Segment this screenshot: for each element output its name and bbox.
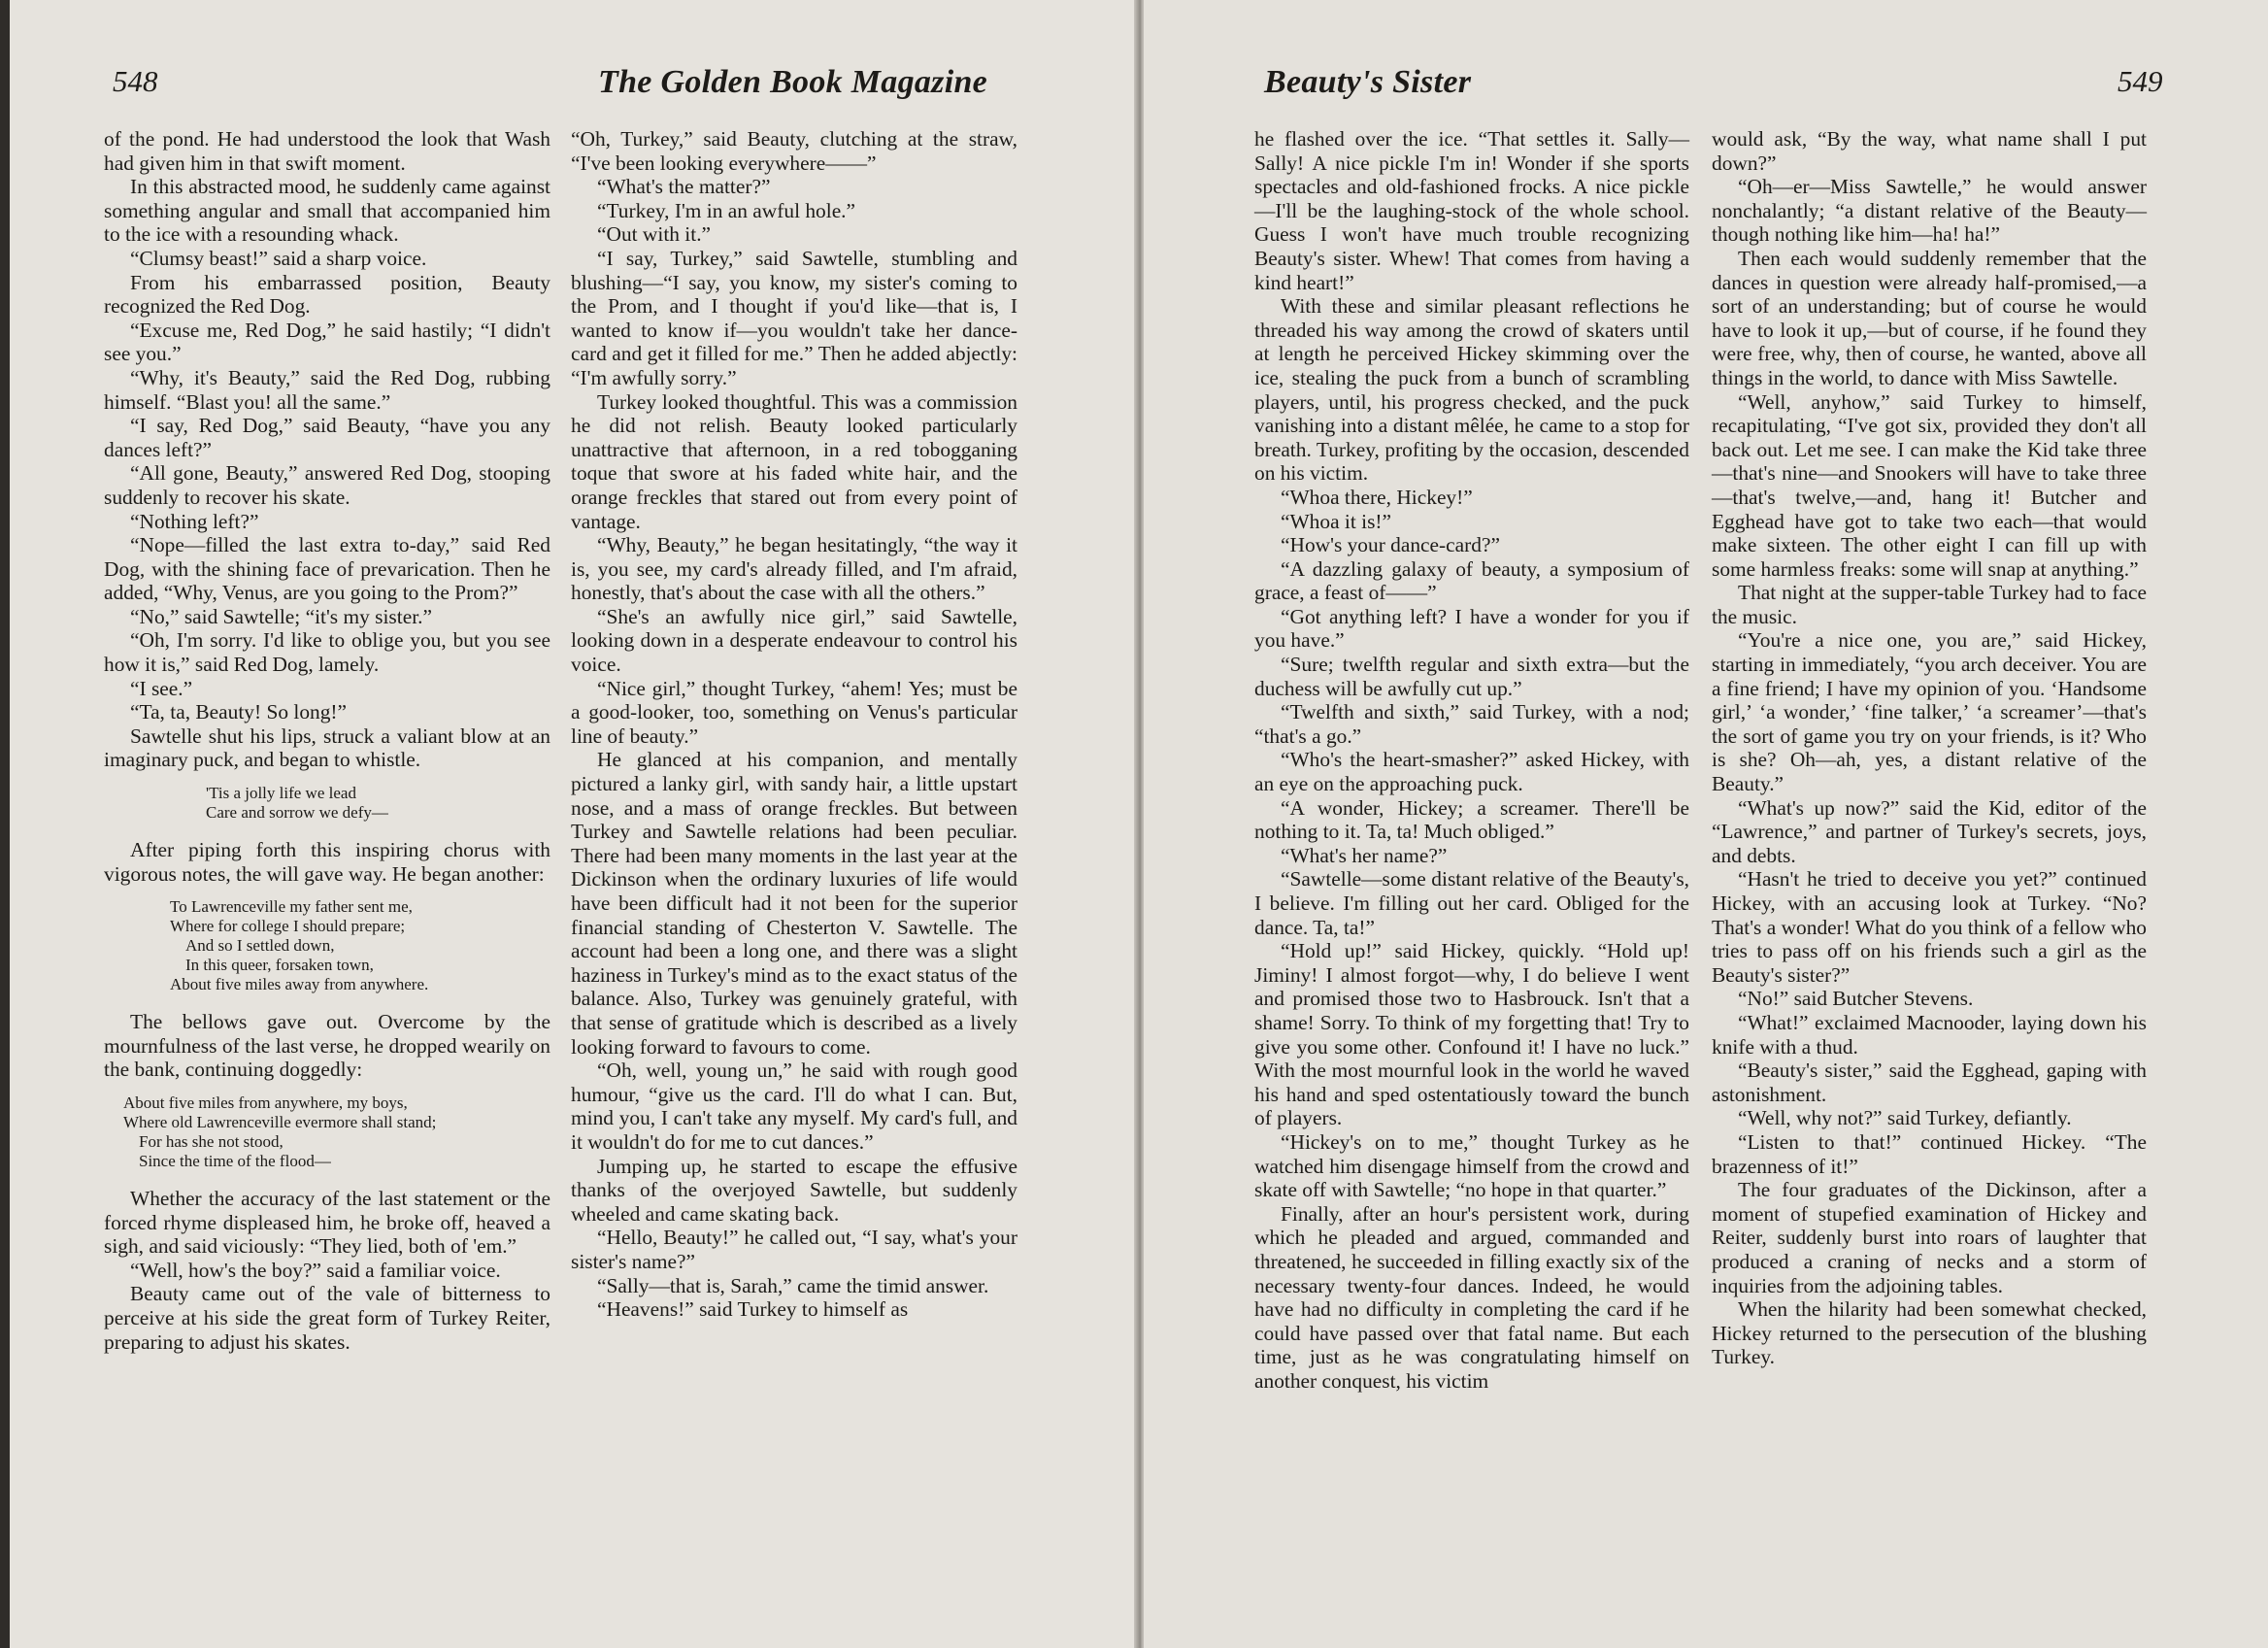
paragraph: Sawtelle shut his lips, struck a valiant blow at an imaginary puck, and began to whistle. [104, 723, 550, 772]
paragraph: From his embarrassed position, Beauty recognized the Red Dog. [104, 270, 550, 319]
paragraph: “Why, it's Beauty,” said the Red Dog, rubbing himself. “Blast you! all the same.” [104, 365, 550, 414]
paragraph: “No!” said Butcher Stevens. [1738, 987, 1974, 1011]
verse-block [104, 1093, 550, 1171]
paragraph: “Heavens!” said Turkey to himself as [597, 1297, 909, 1322]
paragraph: Jumping up, he started to escape the effusive thanks of the overjoyed Sawtelle, but suddenly wheeled and came skating back. [571, 1154, 1017, 1226]
paragraph: “What!” exclaimed Macnooder, laying down his knife with a thud. [1712, 1010, 2147, 1059]
paragraph: “Oh, Turkey,” said Beauty, clutching at the straw, “I've been looking everywhere——” [571, 127, 1017, 175]
paragraph: “Oh—er—Miss Sawtelle,” he would answer nonchalantly; “a distant relative of the Beauty—though nothing like him—ha! ha!” [1712, 175, 2147, 247]
column-paragraphs [1712, 127, 2147, 1369]
verse-line: About five miles from anywhere, my boys, [123, 1093, 408, 1112]
paragraph: “Nothing left?” [130, 509, 259, 533]
paragraph: “Twelfth and sixth,” said Turkey, with a nod; “that's a go.” [1254, 700, 1689, 748]
verse-line: Since the time of the flood— [139, 1152, 331, 1170]
paragraph: After piping forth this inspiring chorus with vigorous notes, the will gave way. He began another: [104, 838, 550, 886]
left-page [10, 0, 1140, 1648]
paragraph: “No,” said Sawtelle; “it's my sister.” [130, 604, 432, 628]
paragraph: “Listen to that!” continued Hickey. “The brazenness of it!” [1712, 1129, 2147, 1178]
paragraph: Finally, after an hour's persistent work, during which he pleaded and argued, commanded and threatened, he succeeded in filling exactly six of the necessary twenty-four dances. Indeed, he would have had no difficulty in completing the card if he could have passed over that fatal name. But each time, just as he was congratulating himself on another conquest, his victim [1254, 1201, 1689, 1393]
running-head: The Golden Book Magazine [598, 64, 988, 100]
paragraph: “Whoa there, Hickey!” [1281, 485, 1473, 509]
paragraph: “Out with it.” [597, 222, 712, 247]
paragraph: “Oh, I'm sorry. I'd like to oblige you, but you see how it is,” said Red Dog, lamely. [104, 628, 550, 677]
paragraph: The bellows gave out. Overcome by the mournfulness of the last verse, he dropped wearily on the bank, continuing doggedly: [104, 1010, 550, 1082]
verse-line: About five miles away from anywhere. [170, 975, 429, 994]
paragraph: “Beauty's sister,” said the Egghead, gaping with astonishment. [1712, 1059, 2147, 1106]
verse-line: In this queer, forsaken town, [185, 956, 374, 975]
text-column-1 [104, 127, 550, 1354]
paragraph: Then each would suddenly remember that the dances in question were already half-promised,—a sort of an understanding; but of course he would have to look it up,—but of course, if he found they were free, why, then of course, he wanted, above all things in the world, to dance with Miss Sawtelle. [1712, 246, 2147, 389]
paragraph: “What's her name?” [1281, 843, 1448, 867]
column-paragraphs [104, 1010, 550, 1082]
paragraph: “Sawtelle—some distant relative of the Beauty's, I believe. I'm filling out her card. Obliged for the dance. Ta, ta!” [1254, 867, 1689, 939]
paragraph: Whether the accuracy of the last statement or the forced rhyme displeased him, he broke off, heaved a sigh, and said viciously: “They lied, both of 'em.” [104, 1187, 550, 1259]
paragraph: “Who's the heart-smasher?” asked Hickey, with an eye on the approaching puck. [1254, 748, 1689, 796]
paragraph: That night at the supper-table Turkey had to face the music. [1712, 581, 2147, 628]
verse-block [104, 784, 550, 823]
page-number: 548 [113, 64, 158, 98]
verse-line: Care and sorrow we defy— [206, 803, 388, 823]
paragraph: “A dazzling galaxy of beauty, a symposium of grace, a feast of——” [1254, 556, 1689, 605]
paragraph: “Hold up!” said Hickey, quickly. “Hold up! Jiminy! I almost forgot—why, I do believe I went and promised those two to Hasbrouck. Isn't that a shame! Sorry. To think of my forgetting that! Try to give you some other. Confound it! I have no luck.” With the most mournful look in the world he waved his hand and sped ostentatiously toward the bunch of players. [1254, 939, 1689, 1130]
paragraph: With these and similar pleasant reflections he threaded his way among the crowd of skaters until at length he perceived Hickey skimming over the ice, stealing the puck from a bunch of scrambling players, until, his progress checked, and the puck vanishing into a distant mêlée, he came to a stop for breath. Turkey, profiting by the occasion, descended on his victim. [1254, 294, 1689, 486]
column-paragraphs [104, 838, 550, 886]
paragraph: “You're a nice one, you are,” said Hickey, starting in immediately, “you arch deceiver. You are a fine friend; I have my opinion of you. ‘Handsome girl,’ ‘a wonder,’ ‘fine talker,’ ‘a screamer’—that's the sort of game you try on your friends, is it? Who is she? Oh—ah, yes, a distant relative of the Beauty.” [1712, 628, 2147, 796]
paragraph: “Well, why not?” said Turkey, defiantly. [1738, 1106, 2072, 1130]
paragraph: “Oh, well, young un,” he said with rough good humour, “give us the card. I'll do what I can. But, mind you, I can't take any myself. My card's full, and it wouldn't do for me to cut dances.” [571, 1059, 1017, 1154]
paragraph: “What's up now?” said the Kid, editor of the “Lawrence,” and partner of Turkey's secrets, joys, and debts. [1712, 795, 2147, 867]
paragraph: “Hasn't he tried to deceive you yet?” continued Hickey, with an accusing look at Turkey. “No? That's a wonder! What do you think of a fellow who tries to pass off on his friends such a girl as the Beauty's sister?” [1712, 867, 2147, 987]
column-paragraphs [571, 127, 1017, 1322]
paragraph: “Well, anyhow,” said Turkey to himself, recapitulating, “I've got six, provided they don't all back out. Let me see. I can make the Kid take three—that's nine—and Snookers will have to take three—that's twelve,—and, hang it! Butcher and Egghead have got to take two each—that would make sixteen. The other eight I can fill up with some harmless freaks: some will snap at anything.” [1712, 389, 2147, 581]
paragraph: “Why, Beauty,” he began hesitatingly, “the way it is, you see, my card's already filled, and I'm afraid, honestly, that's about the case with all the others.” [571, 533, 1017, 605]
text-column-3 [1254, 127, 1689, 1393]
paragraph: “Nice girl,” thought Turkey, “ahem! Yes; must be a good-looker, too, something on Venus's particular line of beauty.” [571, 676, 1017, 748]
paragraph: “Hickey's on to me,” thought Turkey as he watched him disengage himself from the crowd and skate off with Sawtelle; “no hope in that quarter.” [1254, 1129, 1689, 1202]
text-column-4 [1712, 127, 2147, 1369]
paragraph: When the hilarity had been somewhat checked, Hickey returned to the persecution of the blushing Turkey. [1712, 1297, 2147, 1369]
verse-line: Where for college I should prepare; [170, 917, 406, 936]
paragraph: “Hello, Beauty!” he called out, “I say, what's your sister's name?” [571, 1226, 1017, 1273]
paragraph: “Turkey, I'm in an awful hole.” [597, 198, 856, 222]
verse-block [104, 897, 550, 994]
column-paragraphs [104, 1187, 550, 1354]
page-number: 549 [2118, 64, 2163, 98]
running-head: Beauty's Sister [1264, 64, 1472, 100]
verse-line: To Lawrenceville my father sent me, [170, 897, 413, 917]
right-page [1144, 0, 2268, 1648]
paragraph: He glanced at his companion, and mentally pictured a lanky girl, with sandy hair, a little upstart nose, and a mass of orange freckles. But between Turkey and Sawtelle relations had been peculiar. There had been many moments in the last year at the Dickinson when the ordinary luxuries of life would have been difficult had it not been for the superior financial standing of Chesterton V. Sawtelle. The account had been a long one, and there was a slight haziness in Turkey's mind as to the exact status of the balance. Also, Turkey was genuinely grateful, with that sense of gratitude which is described as a lively looking forward to favours to come. [571, 748, 1017, 1059]
paragraph: would ask, “By the way, what name shall I put down?” [1712, 127, 2147, 175]
paragraph: “Got anything left? I have a wonder for you if you have.” [1254, 604, 1689, 653]
paragraph: “Clumsy beast!” said a sharp voice. [130, 246, 427, 270]
paragraph: “She's an awfully nice girl,” said Sawtelle, looking down in a desperate endeavour to control his voice. [571, 604, 1017, 677]
verse-line: For has she not stood, [139, 1132, 284, 1151]
paragraph: “Ta, ta, Beauty! So long!” [130, 700, 348, 724]
paragraph: Beauty came out of the vale of bitterness to perceive at his side the great form of Turkey Reiter, preparing to adjust his skates. [104, 1282, 550, 1354]
paragraph: “I see.” [130, 676, 193, 700]
verse-line: And so I settled down, [185, 936, 335, 956]
paragraph: “Well, how's the boy?” said a familiar voice. [130, 1258, 501, 1282]
text-column-2 [571, 127, 1017, 1322]
paragraph: “All gone, Beauty,” answered Red Dog, stooping suddenly to recover his skate. [104, 461, 550, 509]
verse-line: 'Tis a jolly life we lead [206, 784, 356, 803]
paragraph: “Excuse me, Red Dog,” he said hastily; “I didn't see you.” [104, 318, 550, 366]
column-paragraphs [104, 127, 550, 772]
paragraph: “Sally—that is, Sarah,” came the timid answer. [597, 1273, 989, 1297]
paragraph: In this abstracted mood, he suddenly came against something angular and small that accompanied him to the ice with a resounding whack. [104, 175, 550, 247]
paragraph: “Whoa it is!” [1281, 509, 1392, 533]
paragraph: “How's your dance-card?” [1281, 533, 1500, 557]
paragraph: “I say, Red Dog,” said Beauty, “have you any dances left?” [104, 414, 550, 461]
paragraph: Turkey looked thoughtful. This was a commission he did not relish. Beauty looked particularly unattractive that afternoon, in a red tobogganing toque that swore at his faded white hair, and the orange freckles that stared out from every point of vantage. [571, 389, 1017, 533]
paragraph: “I say, Turkey,” said Sawtelle, stumbling and blushing—“I say, you know, my sister's coming to the Prom, and I thought if you'd like—that is, I wanted to know if—you wouldn't take her dance-card and get it filled for me.” Then he added abjectly: “I'm awfully sorry.” [571, 246, 1017, 389]
paragraph: he flashed over the ice. “That settles it. Sally—Sally! A nice pickle I'm in! Wonder if she sports spectacles and old-fashioned frocks. A nice pickle—I'll be the laughing-stock of the whole school. Guess I won't have much trouble recognizing Beauty's sister. Whew! That comes from having a kind heart!” [1254, 127, 1689, 294]
column-paragraphs [1254, 127, 1689, 1393]
paragraph: “Sure; twelfth regular and sixth extra—but the duchess will be awfully cut up.” [1254, 653, 1689, 700]
paragraph: of the pond. He had understood the look that Wash had given him in that swift moment. [104, 127, 550, 175]
paragraph: “Nope—filled the last extra to-day,” said Red Dog, with the shining face of prevarication. Then he added, “Why, Venus, are you going to the Prom?” [104, 533, 550, 605]
paragraph: The four graduates of the Dickinson, after a moment of stupefied examination of Hickey and Reiter, suddenly burst into roars of laughter that produced a craning of necks and a storm of inquiries from the adjoining tables. [1712, 1178, 2147, 1297]
paragraph: “What's the matter?” [597, 175, 771, 199]
verse-line: Where old Lawrenceville evermore shall stand; [123, 1113, 437, 1131]
paragraph: “A wonder, Hickey; a screamer. There'll be nothing to it. Ta, ta! Much obliged.” [1254, 795, 1689, 844]
